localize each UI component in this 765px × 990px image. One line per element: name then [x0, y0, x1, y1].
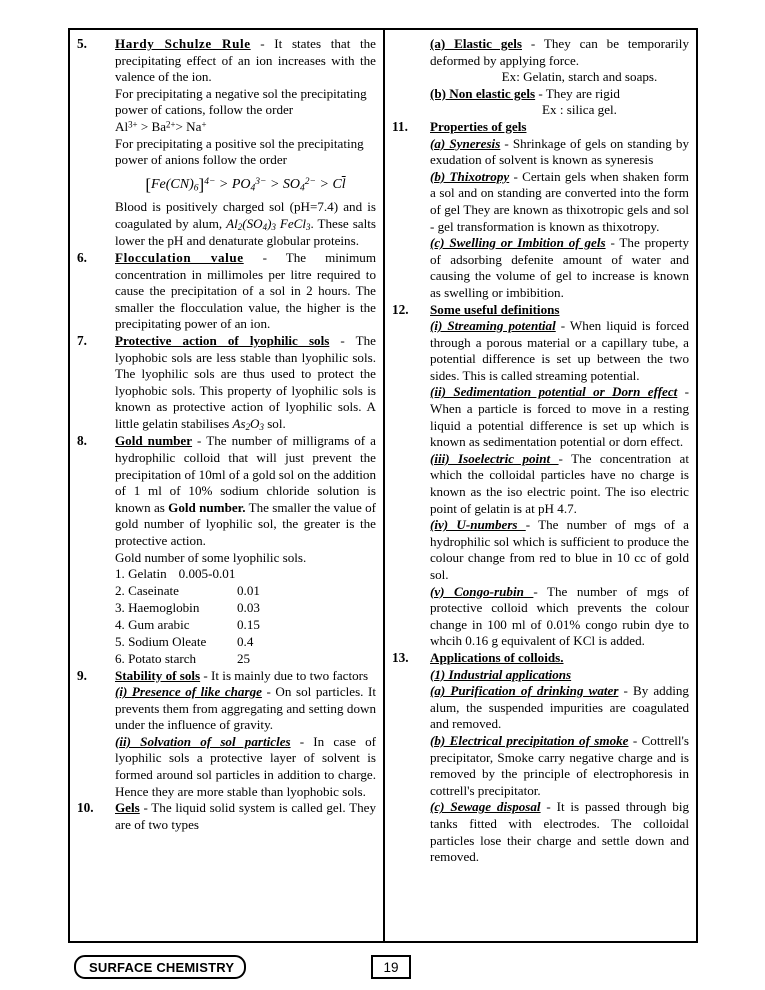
item-5-text-1: - It states that the precipitating effect of an ion increases with the valence of the ion. — [115, 36, 376, 85]
item-6-text: - The minimum concentration in millimoles per litre required to cause the precipitation of a sol in 2 hours. The smaller the flocculation value, the higher is the precipitating power of an ion. — [115, 249, 377, 332]
item-9-text: - It is mainly due to two factors — [200, 667, 369, 683]
item-body — [430, 302, 689, 650]
item-5-text-4b: . These salts lower the pH and denaturate globular proteins. — [115, 215, 376, 249]
item-11-sub-b-label: (b) Thixotropy — [430, 168, 510, 184]
page-number-label: 19 — [383, 959, 399, 975]
item-13-heading: Applications of colloids. — [430, 649, 564, 665]
item-body — [115, 800, 376, 833]
item-8-list-intro: Gold number of some lyophilic sols. — [115, 549, 307, 565]
gold-entry-value: 0.4 — [237, 633, 254, 649]
item-number: 12. — [392, 301, 409, 317]
gold-entry-name: 4. Gum arabic — [115, 616, 190, 632]
item-number: 11. — [392, 118, 408, 134]
item-body — [430, 36, 689, 119]
item-13-heading-line — [430, 650, 689, 667]
item-11-sub-c-label: (c) Swelling or Imbition of gels — [430, 235, 606, 251]
list-item-6 — [77, 250, 376, 333]
item-10-text: - The liquid solid system is called gel. They are of two types — [115, 800, 376, 832]
gold-entry-value: 0.01 — [237, 583, 260, 599]
list-item — [115, 566, 376, 583]
list-item — [115, 617, 376, 634]
item-12-heading-line — [430, 302, 689, 319]
item-body — [115, 333, 376, 433]
item-8-heading: Gold number — [115, 433, 193, 449]
elastic-gels-example: Ex: Gelatin, starch and soaps. — [501, 69, 658, 85]
list-item-9 — [77, 668, 376, 801]
item-12-sub-iv — [430, 517, 689, 583]
item-5-paragraph-2: For precipitating a negative sol the precipitating power of cations, follow the order — [115, 85, 367, 118]
item-13-sub-c-label: (c) Sewage disposal — [430, 799, 541, 815]
item-7-heading: Protective action of lyophilic sols — [115, 332, 330, 348]
item-11-sub-a-text: - Shrinkage of gels on standing by exudation of solvent is known as syneresis — [430, 135, 689, 168]
item-13-sub-1-line — [430, 667, 689, 684]
item-body — [115, 668, 376, 801]
item-12-sub-ii-label: (ii) Sedimentation potential or Dorn effect — [430, 384, 678, 400]
non-elastic-gels-paragraph — [430, 86, 689, 103]
item-8-paragraph — [115, 433, 376, 549]
alum-formula: $Al_2(SO_4)_3$ FeCl$_3$ — [226, 215, 311, 233]
item-8-text-b: The smaller the value of gold number of lyophilic sol, the greater is the protective action. — [115, 499, 376, 548]
item-7-paragraph — [115, 333, 376, 433]
item-12-sub-iv-text: - The number of mgs of a hydrophilic sol which is sufficient to produce the colour change from red to blue in 10 cc of gold sol. — [430, 517, 689, 582]
item-12-sub-ii — [430, 384, 689, 450]
item-12-sub-i — [430, 318, 689, 384]
item-9-paragraph — [115, 668, 376, 685]
item-5-cation-order: $Al^{3+} > Ba^{2+}> Na^+$ — [115, 118, 207, 134]
gold-entry-value: 0.15 — [237, 616, 260, 632]
item-6-paragraph — [115, 250, 376, 333]
item-body — [430, 650, 689, 866]
item-8-bold-term: Gold number. — [168, 499, 246, 515]
item-11-sub-a-label: (a) Syneresis — [430, 135, 501, 151]
item-6-heading: Flocculation value — [115, 249, 244, 265]
list-item-8 — [77, 433, 376, 667]
chapter-title-label: SURFACE CHEMISTRY — [89, 959, 235, 975]
item-12-sub-i-text: - When liquid is forced through a porous material or a capillary tube, a potential difference is set up between the two sides. This is called streaming potential. — [430, 318, 689, 383]
item-13-sub-b — [430, 733, 689, 799]
gold-entry-name: 3. Haemoglobin — [115, 599, 200, 615]
list-item-11 — [392, 119, 689, 302]
item-10-paragraph — [115, 800, 376, 833]
item-12-sub-v-label: (v) Congo-rubin — [430, 583, 534, 599]
item-body — [115, 36, 376, 250]
item-9-sub-i-text: - On sol particles. It prevents them from aggregating and setting down under the influence of gravity. — [115, 684, 377, 733]
item-11-heading-line — [430, 119, 689, 136]
list-item-5 — [77, 36, 376, 250]
item-13-sub-a — [430, 683, 689, 733]
item-9-sub-i-label: (i) Presence of like charge — [115, 684, 262, 700]
item-5-paragraph-3: For precipitating a positive sol the precipitating power of anions follow the order — [115, 135, 364, 168]
item-7-text: - The lyophobic sols are less stable than lyophilic sols. The lyophilic sols are thus used to protect the lyophobic sols. This property of lyophilic sols is known as protective action of lyophilic sols. A little gelatin stabilises — [115, 332, 376, 431]
gold-entry-name: 6. Potato starch — [115, 650, 197, 666]
item-13-sub-1-label: (1) Industrial applications — [430, 666, 572, 682]
item-number: 5. — [77, 36, 87, 51]
list-item-7 — [77, 333, 376, 433]
item-11-sub-c-text: - The property of adsorbing defenite amount of water and causing the volume of gel to increase is known as swelling or imbibition. — [430, 235, 689, 300]
chapter-title-footer — [74, 955, 246, 979]
item-number: 10. — [77, 800, 94, 816]
item-9-sub-ii-text: - In case of lyophilic sols a protective layer of solvent is formed around sol particles in addition to charge. Hence they are more stable than lyophobic sols. — [115, 733, 376, 799]
item-13-sub-b-text: - Cottrell's precipitator, Smoke carry negative charge and is removed by the principle of electrophoresis in cottrell's precipitator. — [430, 732, 689, 798]
item-number: 7. — [77, 332, 87, 348]
page-content-frame — [68, 28, 698, 943]
non-elastic-gels-text: - They are rigid — [535, 85, 620, 101]
as2o3-formula: $As_2O_3$ — [232, 415, 264, 433]
item-5-text-4a: Blood is positively charged sol (pH=7.4) and is coagulated by alum, — [115, 199, 376, 231]
item-5-heading: Hardy Schulze Rule — [115, 36, 251, 51]
non-elastic-gels-label: (b) Non elastic gels — [430, 85, 536, 101]
elastic-gels-paragraph — [430, 36, 689, 69]
list-item — [115, 600, 376, 617]
item-11-heading: Properties of gels — [430, 118, 527, 134]
item-body — [115, 250, 376, 333]
gel-types-block — [392, 36, 689, 119]
item-body — [115, 433, 376, 667]
gold-entry-name: 1. Gelatin — [115, 566, 167, 582]
item-5-paragraph-4 — [115, 199, 376, 250]
gold-entry-name: 5. Sodium Oleate — [115, 633, 207, 649]
list-item — [115, 583, 376, 600]
item-12-sub-i-label: (i) Streaming potential — [430, 318, 556, 334]
item-body — [430, 119, 689, 302]
item-5-anion-order-formula: $[Fe(CN)_6]^{4-} > PO_4^{3-} > SO_4^{2-} > C\overline{l}$ — [145, 174, 346, 194]
item-number: 13. — [392, 649, 409, 665]
item-9-heading: Stability of sols — [115, 667, 201, 683]
left-column — [70, 30, 385, 941]
gold-entry-value: 0.005-0.01 — [178, 566, 236, 582]
item-9-sub-i — [115, 684, 376, 734]
page-number-box — [371, 955, 411, 979]
item-7-text-end: sol. — [263, 415, 286, 431]
item-13-sub-c — [430, 799, 689, 865]
item-12-heading: Some useful definitions — [430, 301, 560, 317]
item-11-sub-c — [430, 235, 689, 301]
gold-entry-value: 25 — [237, 650, 251, 666]
list-item — [115, 634, 376, 651]
item-12-sub-iv-label: (iv) U-numbers — [430, 517, 526, 533]
item-9-sub-ii — [115, 734, 376, 800]
item-11-sub-b — [430, 169, 689, 235]
right-column — [385, 30, 696, 941]
item-12-sub-v — [430, 584, 689, 650]
item-11-sub-a — [430, 136, 689, 169]
list-item-12 — [392, 302, 689, 650]
item-12-sub-ii-text: - When a particle is forced to move in a resting liquid a potential difference is set up which is known as sedimentation potential or dorn effect. — [430, 384, 689, 450]
item-number: 6. — [77, 249, 87, 265]
list-item-13 — [392, 650, 689, 866]
item-13-sub-a-label: (a) Purification of drinking water — [430, 683, 619, 699]
item-12-sub-iii-label: (iii) Isoelectric point — [430, 450, 559, 466]
item-13-sub-c-text: - It is passed through big tanks fitted with electrodes. The colloidal particles lose their charge and settle down and removed. — [430, 799, 689, 865]
item-9-sub-ii-label: (ii) Solvation of sol particles — [115, 733, 291, 749]
item-8-text-a: - The number of milligrams of a hydrophilic colloid that will just prevent the precipitation of 10ml of a gold sol on the addition of 1 ml of 10% sodium chloride solution is known as — [115, 433, 376, 515]
item-13-sub-a-text: - By adding alum, the suspended impurities are coagulated and removed. — [430, 683, 689, 732]
item-13-sub-b-label: (b) Electrical precipitation of smoke — [430, 732, 629, 748]
item-12-sub-iii — [430, 451, 689, 517]
list-item-10 — [77, 800, 376, 833]
gold-entry-value: 0.03 — [237, 599, 260, 615]
item-10-heading: Gels — [115, 800, 140, 816]
list-item — [115, 651, 376, 668]
elastic-gels-text: - They can be temporarily deformed by applying force. — [430, 36, 689, 68]
item-12-sub-v-text: - The number of mgs of protective colloid which prevents the colour change in 100 ml of 0.01% congo rubin dye to whcih 0.16 g equivalent of KCl is added. — [430, 583, 689, 649]
non-elastic-gels-example: Ex : silica gel. — [542, 102, 617, 118]
item-5-paragraph-1 — [115, 36, 376, 86]
elastic-gels-label: (a) Elastic gels — [430, 36, 522, 51]
item-11-sub-b-text: - Certain gels when shaken form a sol and on standing are converted into the form of gel They are known as thixotropic gels and sol - gel transformation is known as thixotropy. — [430, 168, 689, 234]
gold-entry-name: 2. Caseinate — [115, 583, 179, 599]
item-12-sub-iii-text: - The concentration at which the colloidal particles have no charge is known as the iso electric point. The iso electric point of gelatin is at pH 4.7. — [430, 450, 689, 516]
gold-number-list — [115, 566, 376, 667]
item-number: 9. — [77, 667, 87, 683]
item-number: 8. — [77, 433, 87, 449]
